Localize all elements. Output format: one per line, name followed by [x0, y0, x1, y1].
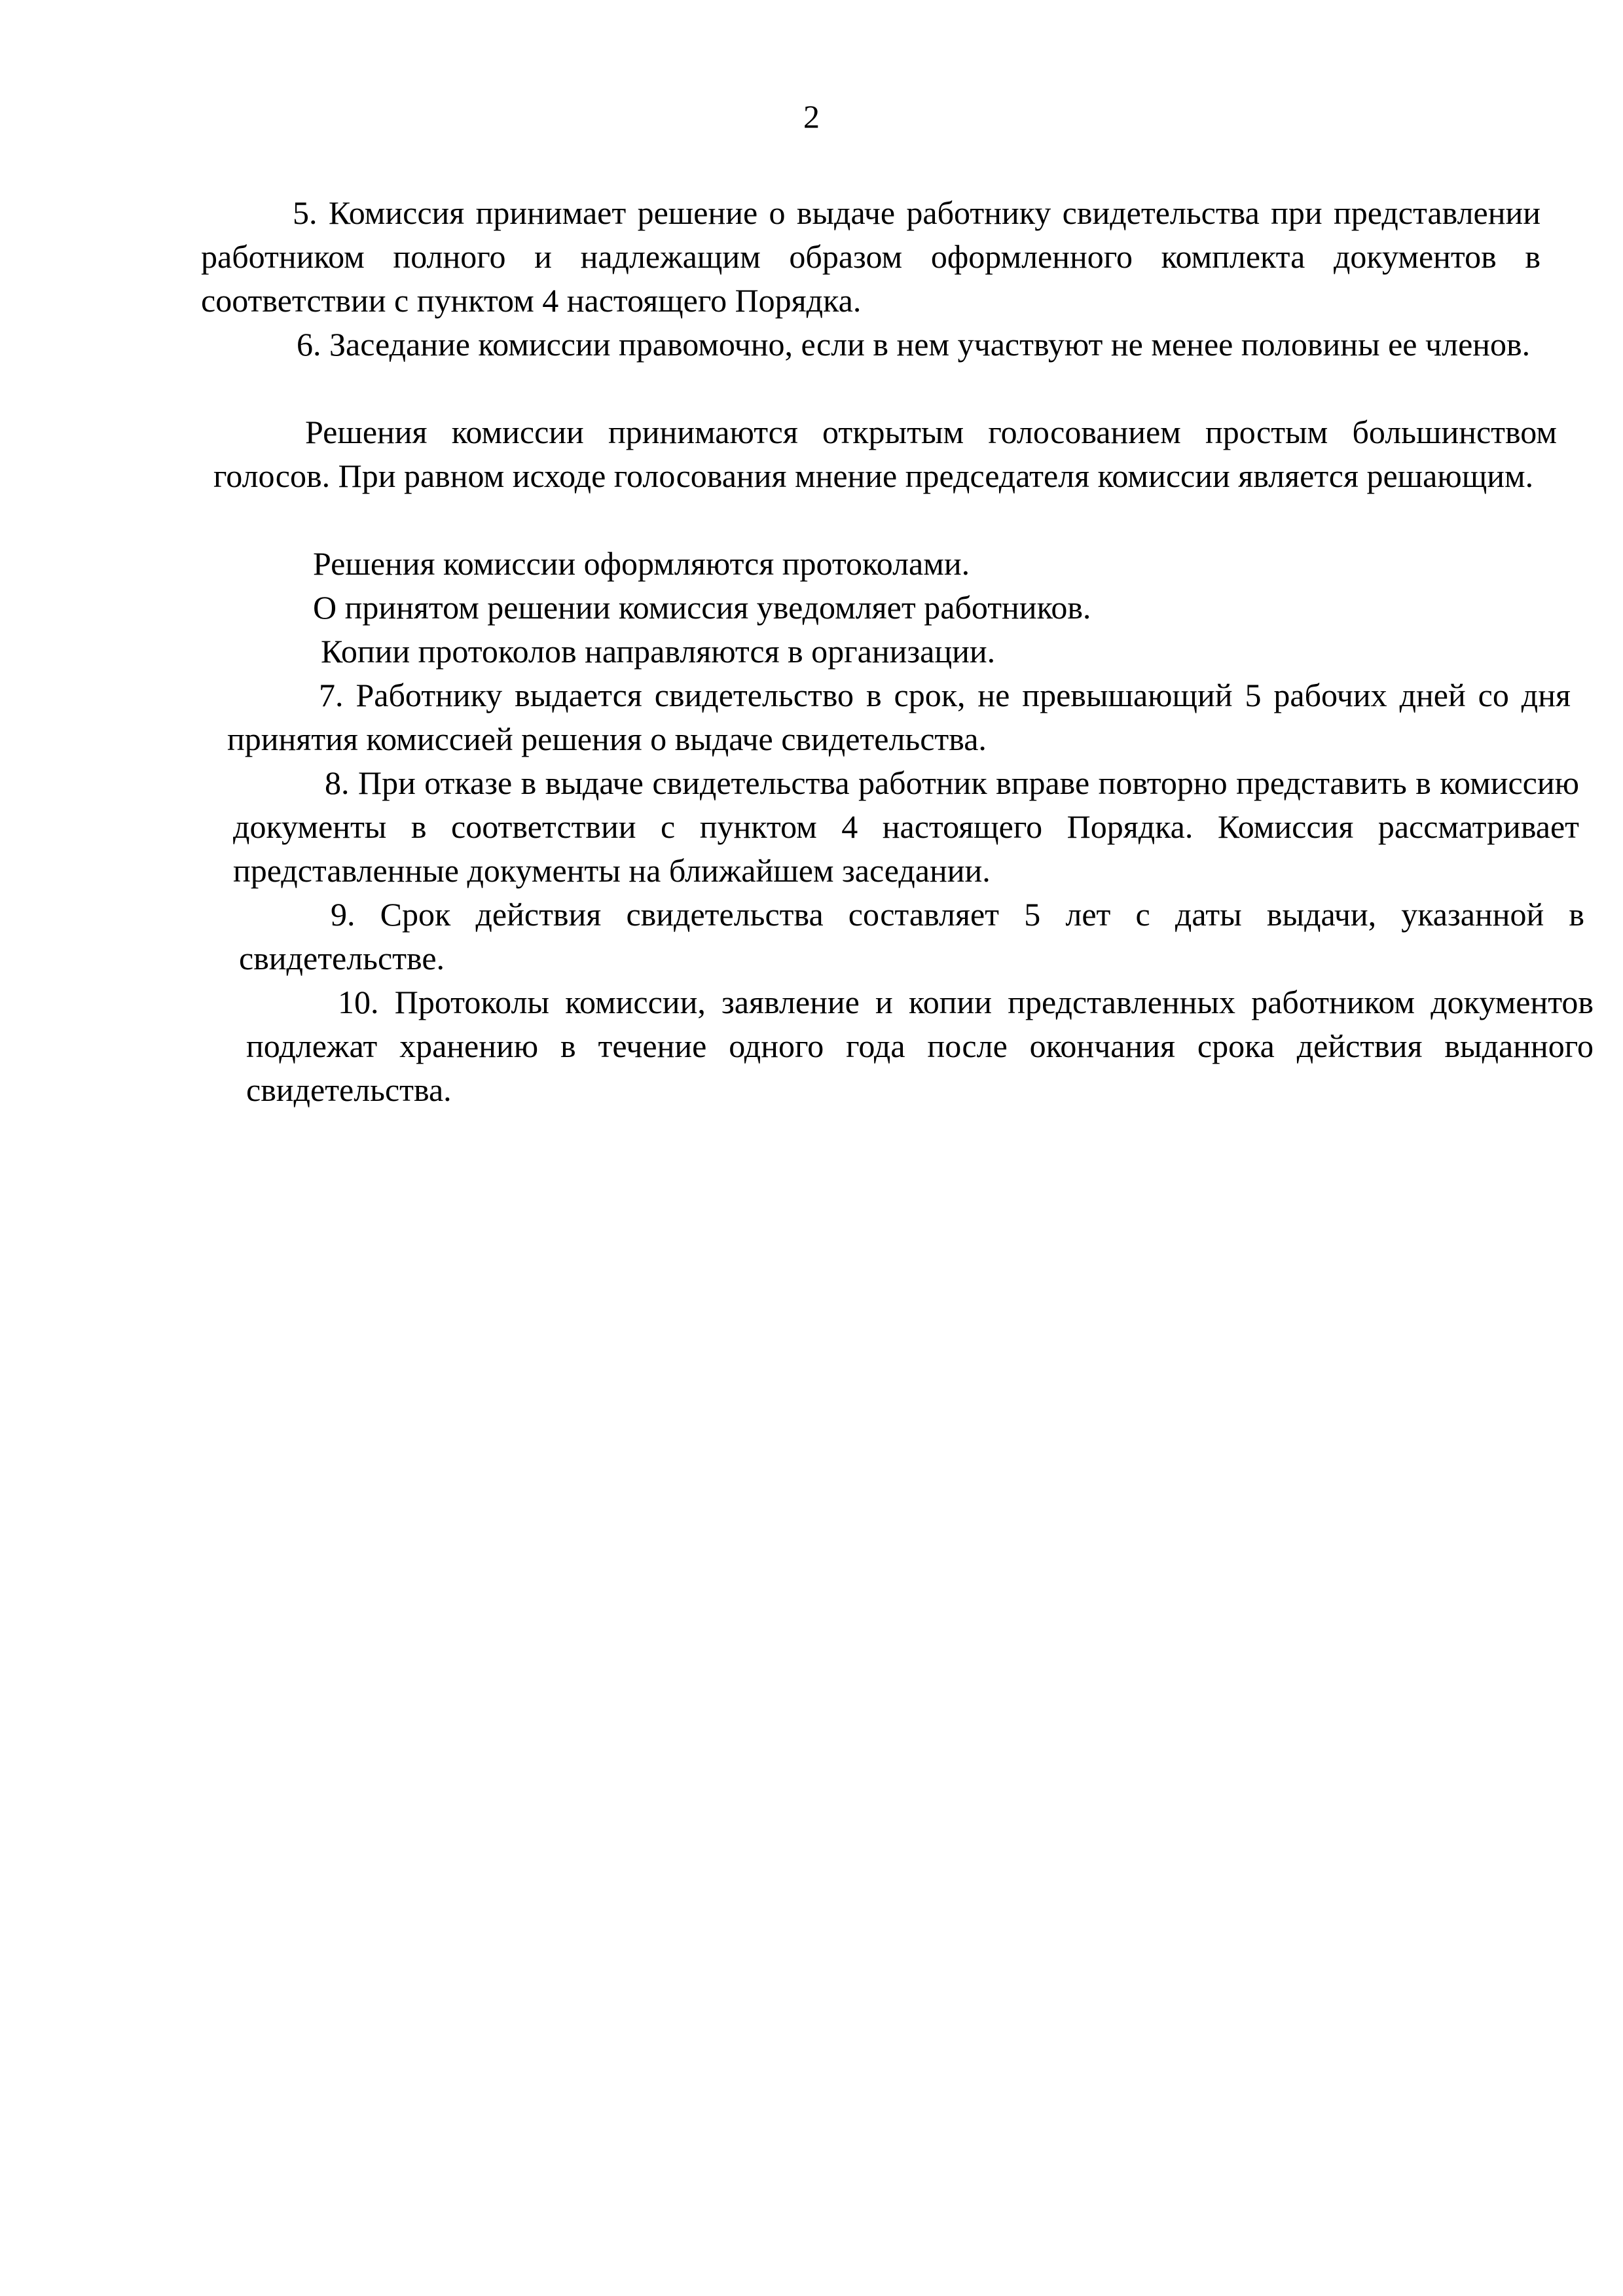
paragraph-9-validity-period: 9. Срок действия свидетельства составляет 5 лет с даты выдачи, указанной в свидетельстве.	[239, 896, 1584, 977]
paragraph-6-quorum: 6. Заседание комиссии правомочно, если в нем участвуют не менее половины ее членов.	[297, 326, 1531, 363]
paragraph-protocol-copies: Копии протоколов направляются в организации.	[321, 633, 996, 670]
paragraph-protocols: Решения комиссии оформляются протоколами.	[313, 545, 970, 582]
paragraph-voting-rules: Решения комиссии принимаются открытым голосованием простым большинством голосов. При равном исходе голосования мнение председателя комиссии является решающим.	[213, 414, 1557, 494]
paragraph-5-decision-on-certificate: 5. Комиссия принимает решение о выдаче работнику свидетельства при представлении работником полного и надлежащим образом оформленного комплекта документов в соответствии с пунктом 4 настоящего Порядка.	[201, 194, 1541, 319]
paragraph-10-storage: 10. Протоколы комиссии, заявление и копии представленных работником документов подлежат хранению в течение одного года после окончания срока действия выданного свидетельства.	[246, 984, 1594, 1108]
paragraph-7-issue-deadline: 7. Работнику выдается свидетельство в срок, не превышающий 5 рабочих дней со дня принятия комиссией решения о выдаче свидетельства.	[227, 677, 1571, 757]
paragraph-8-refusal-resubmission: 8. При отказе в выдаче свидетельства работник вправе повторно представить в комиссию документы в соответствии с пунктом 4 настоящего Порядка. Комиссия рассматривает представленные документы на ближайшем заседании.	[233, 764, 1579, 889]
page-number: 2	[803, 98, 820, 135]
paragraph-notification: О принятом решении комиссия уведомляет работников.	[313, 589, 1091, 626]
